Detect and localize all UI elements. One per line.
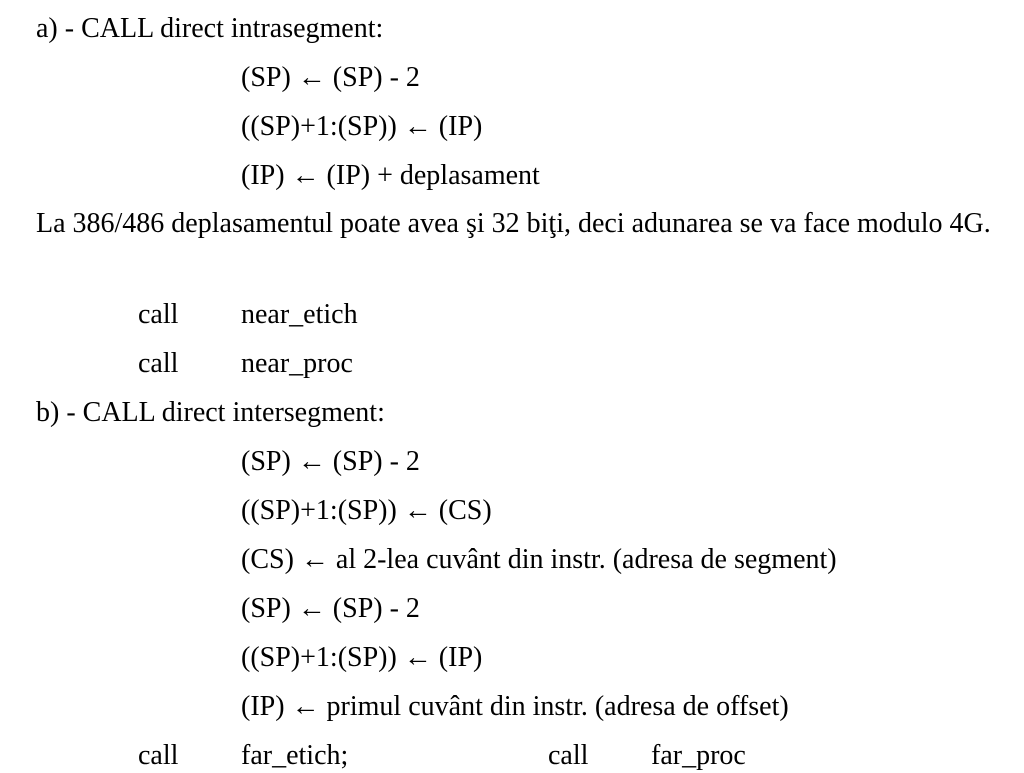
near-example-instr: call (138, 348, 179, 379)
far-example-instr: call (548, 740, 589, 771)
near-example-operand: near_etich (241, 299, 358, 330)
far-example-operand: far_etich; (241, 740, 349, 771)
far-example-operand: far_proc (651, 740, 746, 771)
section-b-step: (CS) ← al 2-lea cuvânt din instr. (adresa de segment) (241, 544, 837, 575)
section-a-heading: a) - CALL direct intrasegment: (36, 13, 384, 44)
section-b-heading: b) - CALL direct intersegment: (36, 397, 385, 428)
near-example-instr: call (138, 299, 179, 330)
section-a-step: (SP) ← (SP) - 2 (241, 62, 420, 93)
section-b-step: (SP) ← (SP) - 2 (241, 446, 420, 477)
section-b-step: (IP) ← primul cuvânt din instr. (adresa de offset) (241, 691, 789, 722)
far-example-instr: call (138, 740, 179, 771)
section-b-step: ((SP)+1:(SP)) ← (CS) (241, 495, 492, 526)
near-example-operand: near_proc (241, 348, 353, 379)
section-b-step: (SP) ← (SP) - 2 (241, 593, 420, 624)
section-a-step: (IP) ← (IP) + deplasament (241, 160, 540, 191)
section-b-step: ((SP)+1:(SP)) ← (IP) (241, 642, 483, 673)
note-paragraph: La 386/486 deplasamentul poate avea şi 32 biţi, deci adunarea se va face modulo 4G. (36, 208, 991, 239)
section-a-step: ((SP)+1:(SP)) ← (IP) (241, 111, 483, 142)
